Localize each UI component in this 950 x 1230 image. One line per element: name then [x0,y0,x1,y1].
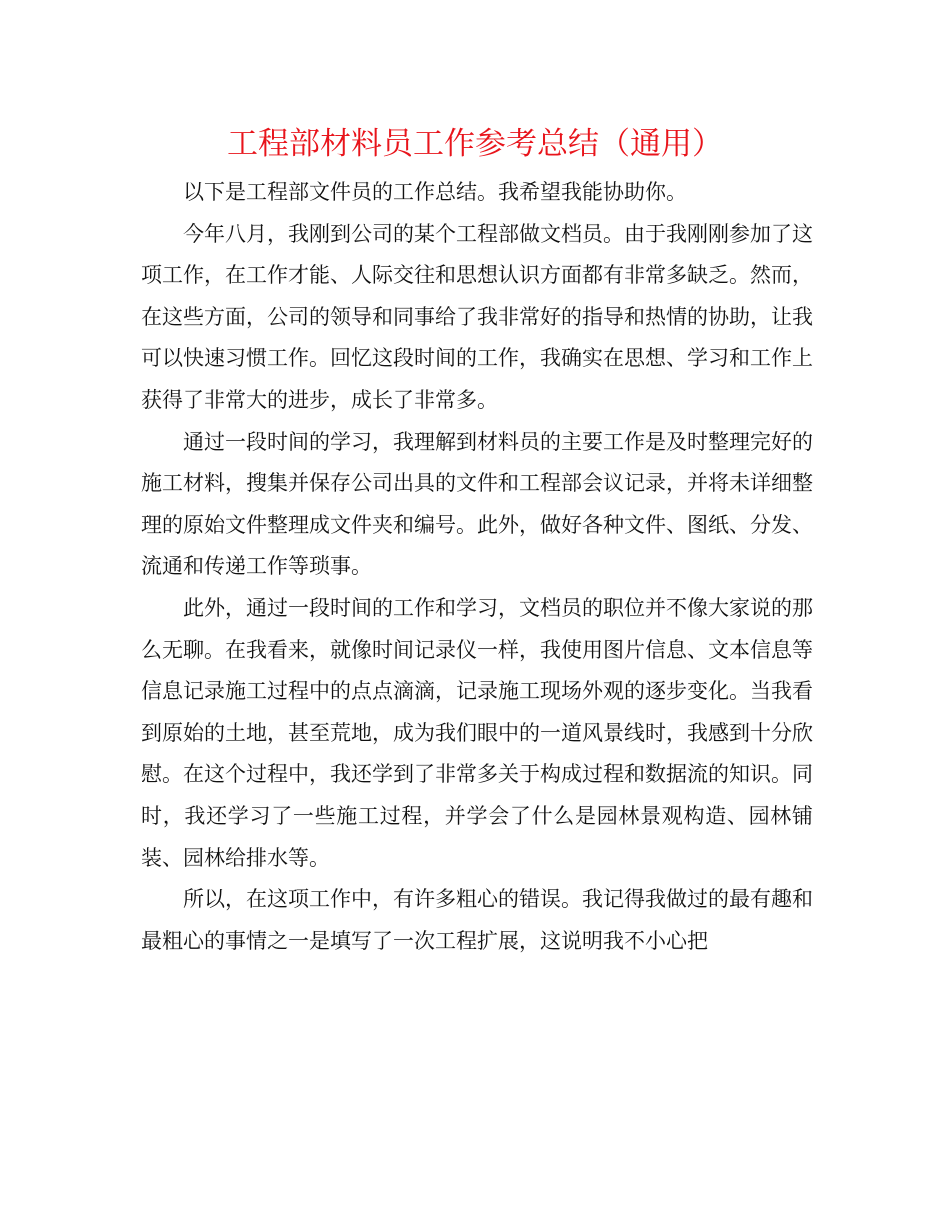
paragraph-3: 通过一段时间的学习，我理解到材料员的主要工作是及时整理完好的施工材料，搜集并保存公司出具的文件和工程部会议记录，并将未详细整理的原始文件整理成文件夹和编号。此外，做好各种文件、图纸、分发、流通和传递工作等琐事。 [141,429,813,579]
paragraph-1: 以下是工程部文件员的工作总结。我希望我能协助你。 [183,180,687,204]
paragraph-5: 所以，在这项工作中，有许多粗心的错误。我记得我做过的最有趣和最粗心的事情之一是填写了一次工程扩展，这说明我不小心把 [141,887,813,953]
document-title: 工程部材料员工作参考总结（通用） [227,126,723,162]
document-body [141,172,813,962]
paragraph-4: 此外，通过一段时间的工作和学习，文档员的职位并不像大家说的那么无聊。在我看来，就像时间记录仪一样，我使用图片信息、文本信息等信息记录施工过程中的点点滴滴，记录施工现场外观的逐步变化。当我看到原始的土地，甚至荒地，成为我们眼中的一道风景线时，我感到十分欣慰。在这个过程中，我还学到了非常多关于构成过程和数据流的知识。同时，我还学习了一些施工过程，并学会了什么是园林景观构造、园林铺装、园林给排水等。 [141,595,813,870]
paragraph-2: 今年八月，我刚到公司的某个工程部做文档员。由于我刚刚参加了这项工作，在工作才能、人际交往和思想认识方面都有非常多缺乏。然而，在这些方面，公司的领导和同事给了我非常好的指导和热情的协助，让我可以快速习惯工作。回忆这段时间的工作，我确实在思想、学习和工作上获得了非常大的进步，成长了非常多。 [141,221,813,412]
